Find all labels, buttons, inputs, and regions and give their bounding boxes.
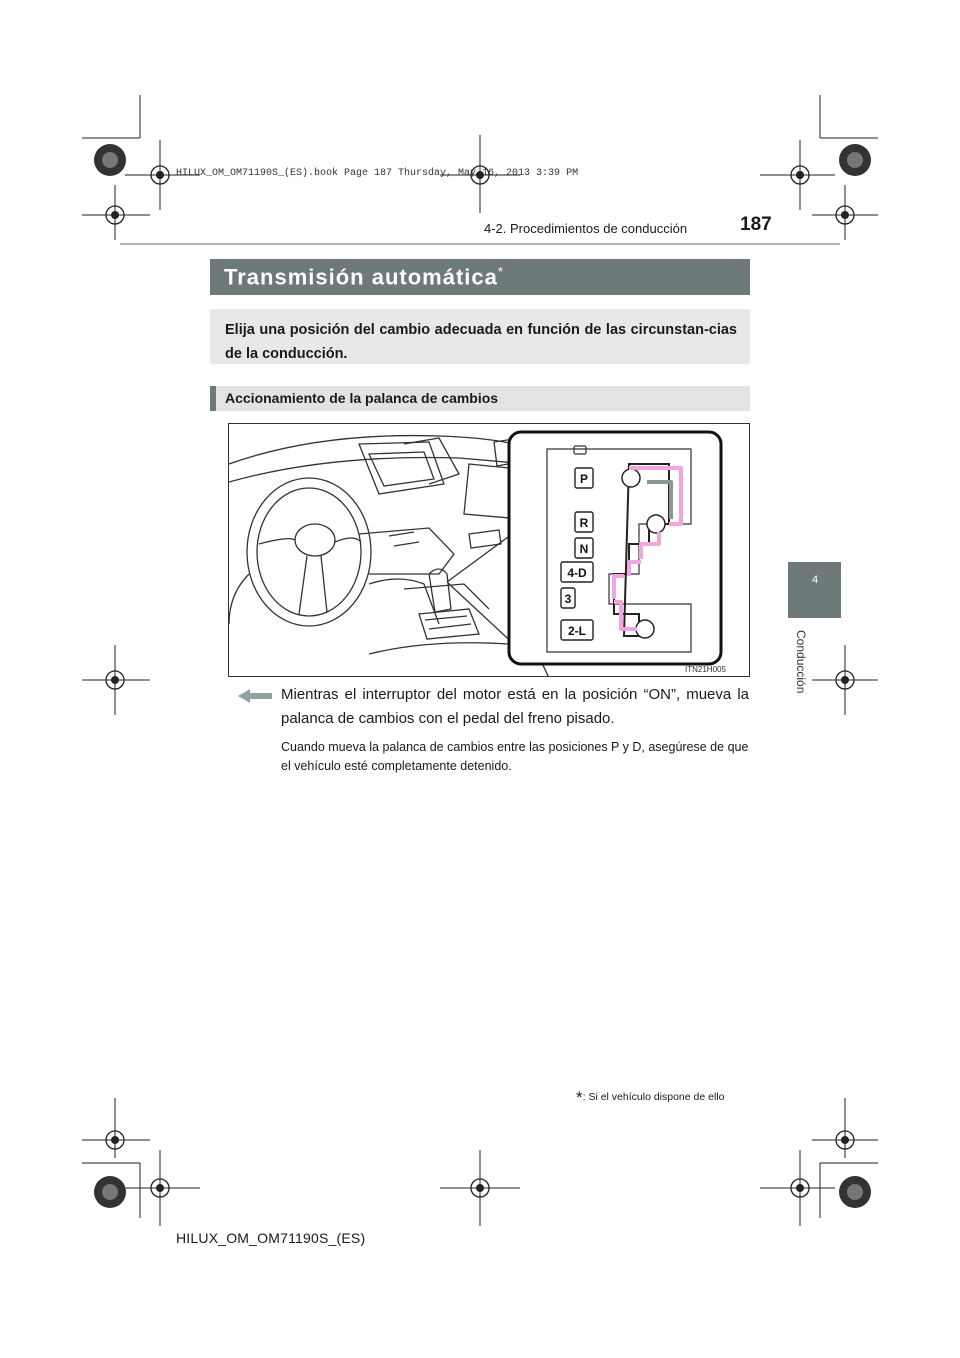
chapter-tab	[788, 562, 841, 618]
chapter-label: Conducción	[794, 630, 808, 694]
subsection-title: Accionamiento de la palanca de cambios	[225, 390, 499, 406]
footnote	[576, 1088, 724, 1108]
intro-text: Elija una posición del cambio adecuada en función de las circunstan-cias de la conducción.	[225, 322, 737, 362]
chapter-number: 4	[812, 574, 819, 586]
gate-label-p: P	[579, 472, 589, 486]
instruction-arrow-icon	[238, 689, 272, 703]
page-title-text: Transmisión automática	[224, 264, 498, 290]
footnote-marker: *	[576, 1088, 583, 1107]
header-divider	[120, 243, 840, 245]
gate-label-r: R	[579, 516, 589, 530]
section-reference: 4-2. Procedimientos de conducción	[484, 221, 688, 236]
footer-document-code: HILUX_OM_OM71190S_(ES)	[176, 1230, 366, 1246]
intro-box	[210, 309, 750, 364]
page-title	[224, 264, 504, 290]
print-header: HILUX_OM_OM71190S_(ES).book Page 187 Thursday, May 16, 2013 3:39 PM	[176, 168, 579, 179]
instruction-note: Cuando mueva la palanca de cambios entre las posiciones P y D, asegúrese de que el vehículo esté completamente detenido.	[281, 740, 749, 773]
title-marker: *	[497, 264, 504, 279]
gate-label-n: N	[579, 542, 589, 556]
instruction-text: Mientras el interruptor del motor está en la posición “ON”, mueva la palanca de cambios con el pedal del freno pisado.	[281, 686, 749, 727]
gate-label-3: 3	[564, 592, 572, 606]
shift-lever-illustration	[228, 423, 750, 677]
gate-label-2l: 2-L	[568, 624, 586, 638]
subsection-header	[210, 386, 750, 411]
page-number: 187	[740, 214, 772, 235]
figure-code: ITN21H005	[685, 665, 726, 674]
footnote-text: : Si el vehículo dispone de ello	[582, 1091, 725, 1103]
illustration-drawing	[229, 424, 750, 677]
gate-label-4d: 4-D	[567, 566, 587, 580]
title-bar	[210, 259, 750, 295]
